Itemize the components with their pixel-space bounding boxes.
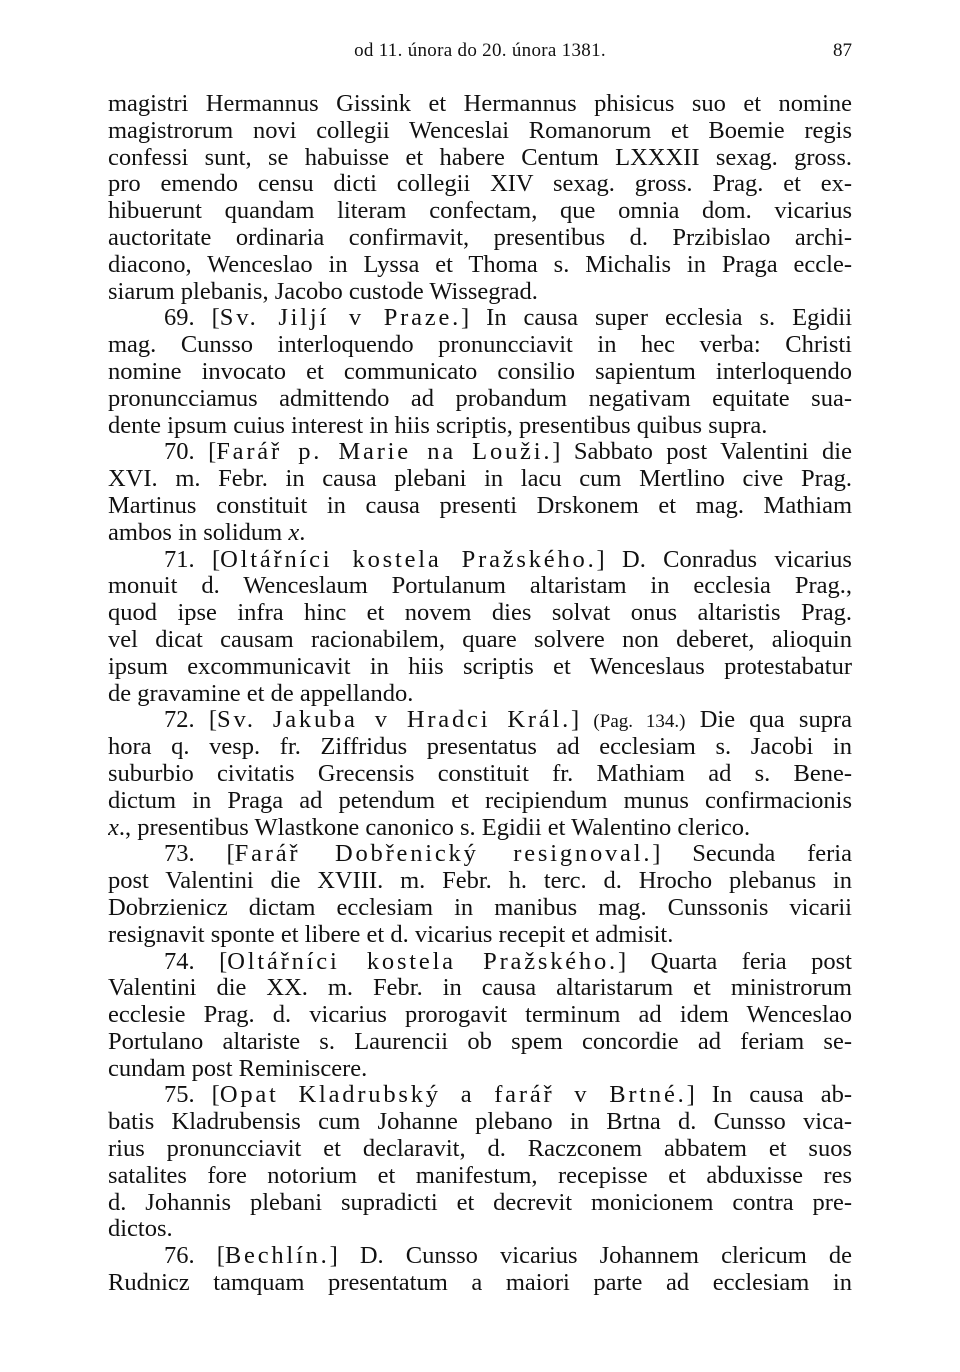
text-line: Rudnicz tamquam presentatum a maiori parte ad ecclesiam in xyxy=(108,1270,852,1297)
text-line: d. Johannis plebani supradicti et decrevit monicionem contra pre- xyxy=(108,1189,852,1216)
text-run: Die qua supra xyxy=(685,707,852,734)
text-run: 70. [ xyxy=(164,439,217,466)
text-line: ecclesie Prag. d. vicarius prorogavit terminum ad idem Wenceslao xyxy=(108,1002,852,1029)
text-line: siarum plebanis, Jacobo custode Wissegrad. xyxy=(108,278,538,305)
entry-heading: Oltářníci kostela Pražského. xyxy=(220,546,597,573)
text-line: cundam post Reminiscere. xyxy=(108,1055,368,1082)
text-line: dictos. xyxy=(108,1216,173,1243)
text-run: ] Secunda feria xyxy=(652,841,852,868)
text-line: rius pronuncciavit et declaravit, d. Raczconem abbatem et suos xyxy=(108,1136,852,1163)
text-line xyxy=(108,520,852,547)
text-line: nomine invocato et communicato consilio sapientum interloquendo xyxy=(108,358,852,385)
text-run: ] Quarta feria post xyxy=(617,948,852,975)
text-run: . xyxy=(299,519,306,546)
text-line: auctoritate ordinaria confirmavit, presentibus d. Przibislao archi- xyxy=(108,224,852,251)
text-line: resignavit sponte et libere et d. vicarius recepit et admisit. xyxy=(108,921,674,948)
entry-heading: Bechlín. xyxy=(224,1243,330,1270)
text-line: suburbio civitatis Grecensis constituit fr. Mathiam ad s. Bene- xyxy=(108,760,852,787)
text-run: 69. [ xyxy=(164,305,220,332)
text-run: 71. [ xyxy=(164,546,221,573)
page-number: 87 xyxy=(833,40,852,61)
text-run: 76. [ xyxy=(164,1243,225,1270)
text-line: monuit d. Wenceslaum Portulanum altaristam in ecclesia Prag., xyxy=(108,573,852,600)
text-line: hora q. vesp. fr. Ziffridus presentatus ad ecclesiam s. Jacobi in xyxy=(108,734,852,761)
text-line xyxy=(108,547,852,574)
entry-heading: Sv. Jakuba v Hradci Král. xyxy=(217,707,572,734)
italic-symbol: x xyxy=(288,519,300,546)
entry-heading: Farář p. Marie na Louži. xyxy=(216,439,553,466)
text-line xyxy=(108,1243,852,1270)
text-line: hibuerunt quandam literam confectam, que omnia dom. vicarius xyxy=(108,198,852,225)
text-line: magistri Hermannus Gissink et Hermannus phisicus suo et nomine xyxy=(108,91,852,117)
page-reference: (Pag. 134.) xyxy=(593,711,686,733)
text-line: batis Kladrubensis cum Johanne plebano in Brtna d. Cunsso vica- xyxy=(108,1109,852,1136)
text-line: post Valentini die XVIII. m. Febr. h. terc. d. Hrocho plebanus in xyxy=(108,868,852,895)
text-run: 74. [ xyxy=(164,948,228,975)
text-line: dente ipsum cuius interest in hiis scriptis, presentibus quibus supra. xyxy=(108,412,768,439)
text-run: ambos in solidum xyxy=(108,519,289,546)
entry-heading: Opat Kladrubský a farář v Brtné. xyxy=(219,1082,687,1109)
text-line: satalites fore notorium et manifestum, recepisse et abduxisse res xyxy=(108,1162,852,1189)
text-run: ] Sabbato post Valentini die xyxy=(552,439,852,466)
text-run: ] D. Cunsso vicarius Johannem clericum de xyxy=(329,1243,852,1270)
text-line: XVI. m. Febr. in causa plebani in lacu cum Mertlino cive Prag. xyxy=(108,466,852,493)
text-line: Martinus constituit in causa presenti Drskonem et mag. Mathiam xyxy=(108,492,852,519)
text-line: pro emendo censu dicti collegii XIV sexag. gross. Prag. et ex- xyxy=(108,171,852,198)
text-run: 72. [ xyxy=(164,707,218,734)
text-line: de gravamine et de appellando. xyxy=(108,680,414,707)
text-run: ] D. Conradus vicarius xyxy=(596,546,852,573)
running-head-title: od 11. února do 20. února 1381. xyxy=(354,40,606,61)
text-line: Portulano altariste s. Laurencii ob spem concordie ad feriam se- xyxy=(108,1028,852,1055)
text-line: confessi sunt, se habuisse et habere Centum LXXXII sexag. gross. xyxy=(108,144,852,171)
text-line: dictum in Praga ad petendum et recipiendum munus confirmacionis xyxy=(108,787,852,814)
italic-symbol: x xyxy=(108,814,119,841)
text-line: vel dicat causam racionabilem, quare solvere non deberet, alioquin xyxy=(108,626,852,653)
text-line xyxy=(108,439,852,466)
text-line xyxy=(108,707,852,734)
entry-heading: Sv. Jiljí v Praze. xyxy=(219,305,462,332)
text-run: ., presentibus Wlastkone canonico s. Egidii et Walentino clerico. xyxy=(118,814,751,841)
text-line: magistrorum novi collegii Wenceslai Romanorum et Boemie regis xyxy=(108,117,852,144)
body-text xyxy=(108,91,852,1297)
text-run: ] In causa super ecclesia s. Egidii xyxy=(461,305,852,332)
text-run: ] xyxy=(571,707,594,734)
text-run: ] In causa ab- xyxy=(686,1082,852,1109)
text-line xyxy=(108,841,852,868)
text-line xyxy=(108,1082,852,1109)
entry-heading: Farář Dobřenický resignoval. xyxy=(234,841,653,868)
text-line: mag. Cunsso interloquendo pronuncciavit in hec verba: Christi xyxy=(108,332,852,359)
text-line: pronuncciamus admittendo ad probandum negativam equitate sua- xyxy=(108,385,852,412)
text-line xyxy=(108,305,852,332)
text-run: 75. [ xyxy=(164,1082,220,1109)
text-line: diacono, Wenceslao in Lyssa et Thoma s. Michalis in Praga eccle- xyxy=(108,251,852,278)
text-line: quod ipse infra hinc et novem dies solvat onus altaristis Prag. xyxy=(108,600,852,627)
text-line xyxy=(108,815,852,842)
running-head xyxy=(108,36,852,66)
text-line: ipsum excommunicavit in hiis scriptis et Wenceslaus protestabatur xyxy=(108,653,852,680)
entry-heading: Oltářníci kostela Pražského. xyxy=(227,948,618,975)
text-run: 73. [ xyxy=(164,841,235,868)
text-line: Dobrzienicz dictam ecclesiam in manibus mag. Cunssonis vicarii xyxy=(108,894,852,921)
text-line: Valentini die XX. m. Febr. in causa altaristarum et ministrorum xyxy=(108,975,852,1002)
text-line xyxy=(108,949,852,976)
